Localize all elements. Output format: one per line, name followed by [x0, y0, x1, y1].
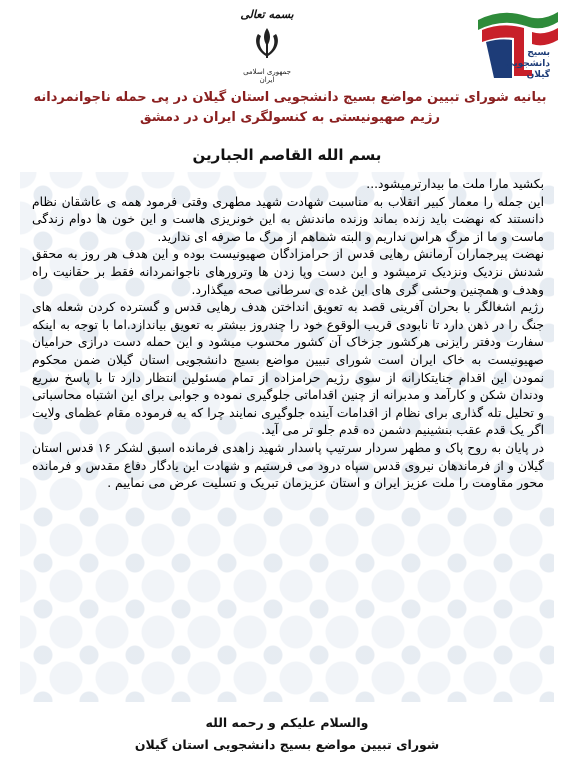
emblem-icon — [252, 26, 282, 60]
iran-emblem — [237, 8, 297, 86]
logo-line-1: بسیج — [527, 48, 550, 58]
basmala-heading: بسم الله القاصم الجبارین — [192, 146, 382, 164]
closing-block — [60, 712, 514, 756]
title-line-1: بیانیه شورای تبیین مواضع بسیج دانشجویی استان گیلان در پی حمله ناجوانمردانه — [33, 90, 547, 105]
emblem-calligraphy: بسمه تعالی — [240, 8, 294, 21]
title-line-2: رژیم صهیونیستی به کنسولگری ایران در دمشق — [140, 110, 440, 125]
salutation: والسلام علیکم و رحمه الله — [205, 715, 369, 730]
logo-line-2: دانشجویی — [505, 59, 550, 69]
paragraph: نهضت پیرجماران آرمانش رهایی قدس از حرامزادگان صهیونیست بوده و این هدف هر روز به محقق شدنش نزدیک ونزدیک ترمیشود و این دست وپا زدن ها وترورهای ناجوانمردانه فقط بر حقانیت راه وهدف و همچنین وحشی گری های این غده ی سرطانی صحه میگذارد. — [32, 247, 544, 297]
paragraph: این جمله را معمار کبیر انقلاب به مناسبت شهادت شهید مطهری وقتی فرمود همه ی عاشقان نظام دانستند که نهضت باید زنده بماند وزنده ماندنش به این خونریزی هاست و این خون ها دوام زندگی ماست و ما از مرگ هراس نداریم و البته شماهم از مرگ ما صرفه ای ندارید. — [32, 194, 544, 244]
basij-logo — [472, 6, 564, 86]
logo-text — [496, 48, 550, 81]
paragraph: رژیم اشغالگر با بحران آفرینی قصد به تعویق انداختن هدف رهایی قدس و گسترده کردن شعله های جنگ را در ذهن دارد تا نابودی قریب الوقوع خود را چندروز بیشتر به تعویق بیاندازد.اما با توجه به اینکه سفارت ودفتر رایزنی هرکشور جزخاک آن کشور محسوب میشود و این حمله دست درازی حرامیان صهیونیست به خاک ایران است شورای تبیین مواضع بسیج دانشجویی استان گیلان ضمن محکوم نمودن این اقدام جنایتکارانه از سوی رژیم حرامزاده از تمام مسئولین انتظار دارد تا با پاسخ سریع ودندان شکن و کارآمد و مدبرانه از چنین اقداماتی جلوگیری نموده و جوابی برای این اشتباه محاسباتی و تحلیل تله گذاری برای نظام از اقدامات آینده جلوگیری نمایند چرا که به فرموده مقام عظمای ولایت اگر یک قدم عقب بنشینیم دشمن ده قدم جلو تر می آید. — [32, 300, 544, 438]
emblem-caption: جمهوری اسلامی ایران — [243, 68, 291, 84]
paragraph: در پایان به روح پاک و مطهر سردار سرتیپ پاسدار شهید زاهدی فرمانده اسبق لشکر ۱۶ قدس استان گیلان و از فرماندهان نیروی قدس سپاه درود می فرستیم و شهادت این یادگار دفاع مقدس و فرمانده محور مقاومت را ملت عزیز ایران و استان عزیزمان تبریک و تسلیت عرض می نماییم . — [32, 440, 544, 491]
statement-title — [30, 88, 550, 128]
statement-body — [32, 176, 544, 493]
signature: شورای تبیین مواضع بسیج دانشجویی استان گیلان — [134, 737, 440, 752]
paragraph: بکشید مارا ملت ما بیدارترمیشود... — [366, 177, 544, 191]
logo-line-3: گیلان — [526, 70, 550, 80]
